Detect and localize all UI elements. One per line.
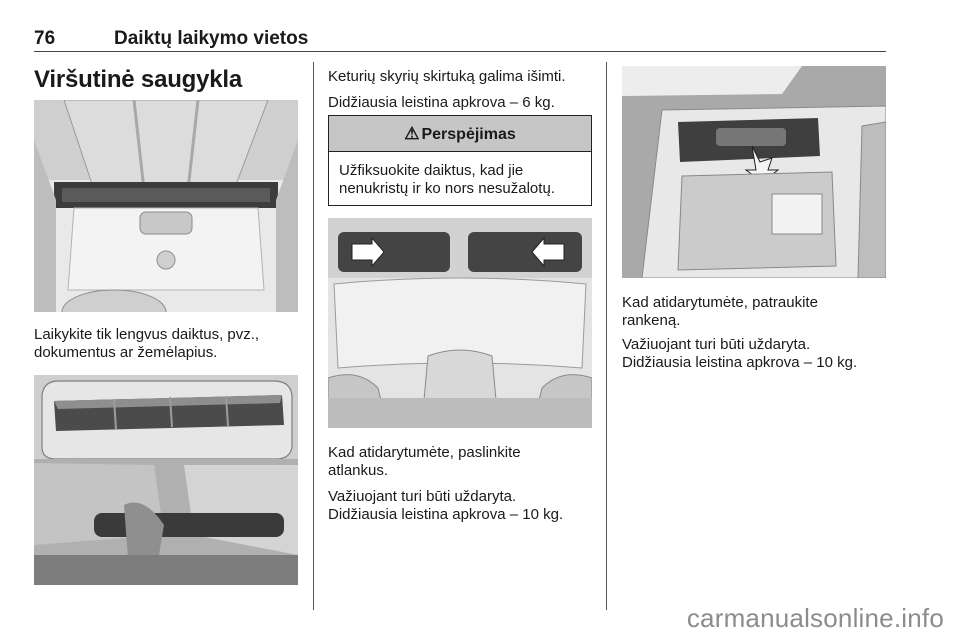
page-heading: Daiktų laikymo vietos (114, 28, 309, 49)
column3-note (622, 336, 892, 372)
warning-box (328, 115, 592, 206)
column-divider-left (313, 62, 314, 610)
page-number: 76 (34, 28, 56, 49)
column2-intro-line1: Keturių skyrių skirtuką galima išimti. (328, 68, 566, 85)
warning-header (329, 116, 591, 152)
rear-storage-handle-illustration (622, 66, 886, 278)
column3-note-line2: Didžiausia leistina apkrova – 10 kg. (622, 354, 858, 371)
warning-line2: nenukristų ir ko nors nesužalotų. (339, 180, 555, 197)
warning-triangle-icon: ⚠ (404, 124, 420, 143)
storage-tray-illustration (34, 375, 298, 585)
warning-title: Perspėjimas (421, 126, 516, 143)
column2-caption-line1: Kad atidarytumėte, paslinkite (328, 444, 521, 461)
warning-line1: Užfiksuokite daiktus, kad jie (339, 162, 524, 179)
column2-intro-line2: Didžiausia leistina apkrova – 6 kg. (328, 94, 555, 111)
page-header (34, 28, 884, 52)
watermark: carmanualsonline.info (686, 603, 944, 633)
column2-note-line1: Važiuojant turi būti uždaryta. (328, 488, 517, 505)
overhead-console-illustration (34, 100, 298, 312)
column-divider-right (606, 62, 607, 610)
column2-intro (328, 68, 598, 112)
column3-note-line1: Važiuojant turi būti uždaryta. (622, 336, 811, 353)
column2-note-line2: Didžiausia leistina apkrova – 10 kg. (328, 506, 564, 523)
column2-caption-line2: atlankus. (328, 462, 389, 479)
column2-note (328, 488, 598, 524)
warning-body (329, 152, 591, 198)
column1-paragraph-line2: dokumentus ar žemėlapius. (34, 344, 218, 361)
column3-caption-line2: rankeną. (622, 312, 681, 329)
header-rule (34, 51, 886, 52)
sliding-flaps-illustration (328, 218, 592, 428)
column1-paragraph (34, 326, 304, 362)
section-title: Viršutinė saugykla (34, 66, 243, 93)
column3-caption-line1: Kad atidarytumėte, patraukite (622, 294, 818, 311)
column2-caption (328, 444, 598, 480)
column3-caption (622, 294, 892, 330)
column1-paragraph-line1: Laikykite tik lengvus daiktus, pvz., (34, 326, 260, 343)
